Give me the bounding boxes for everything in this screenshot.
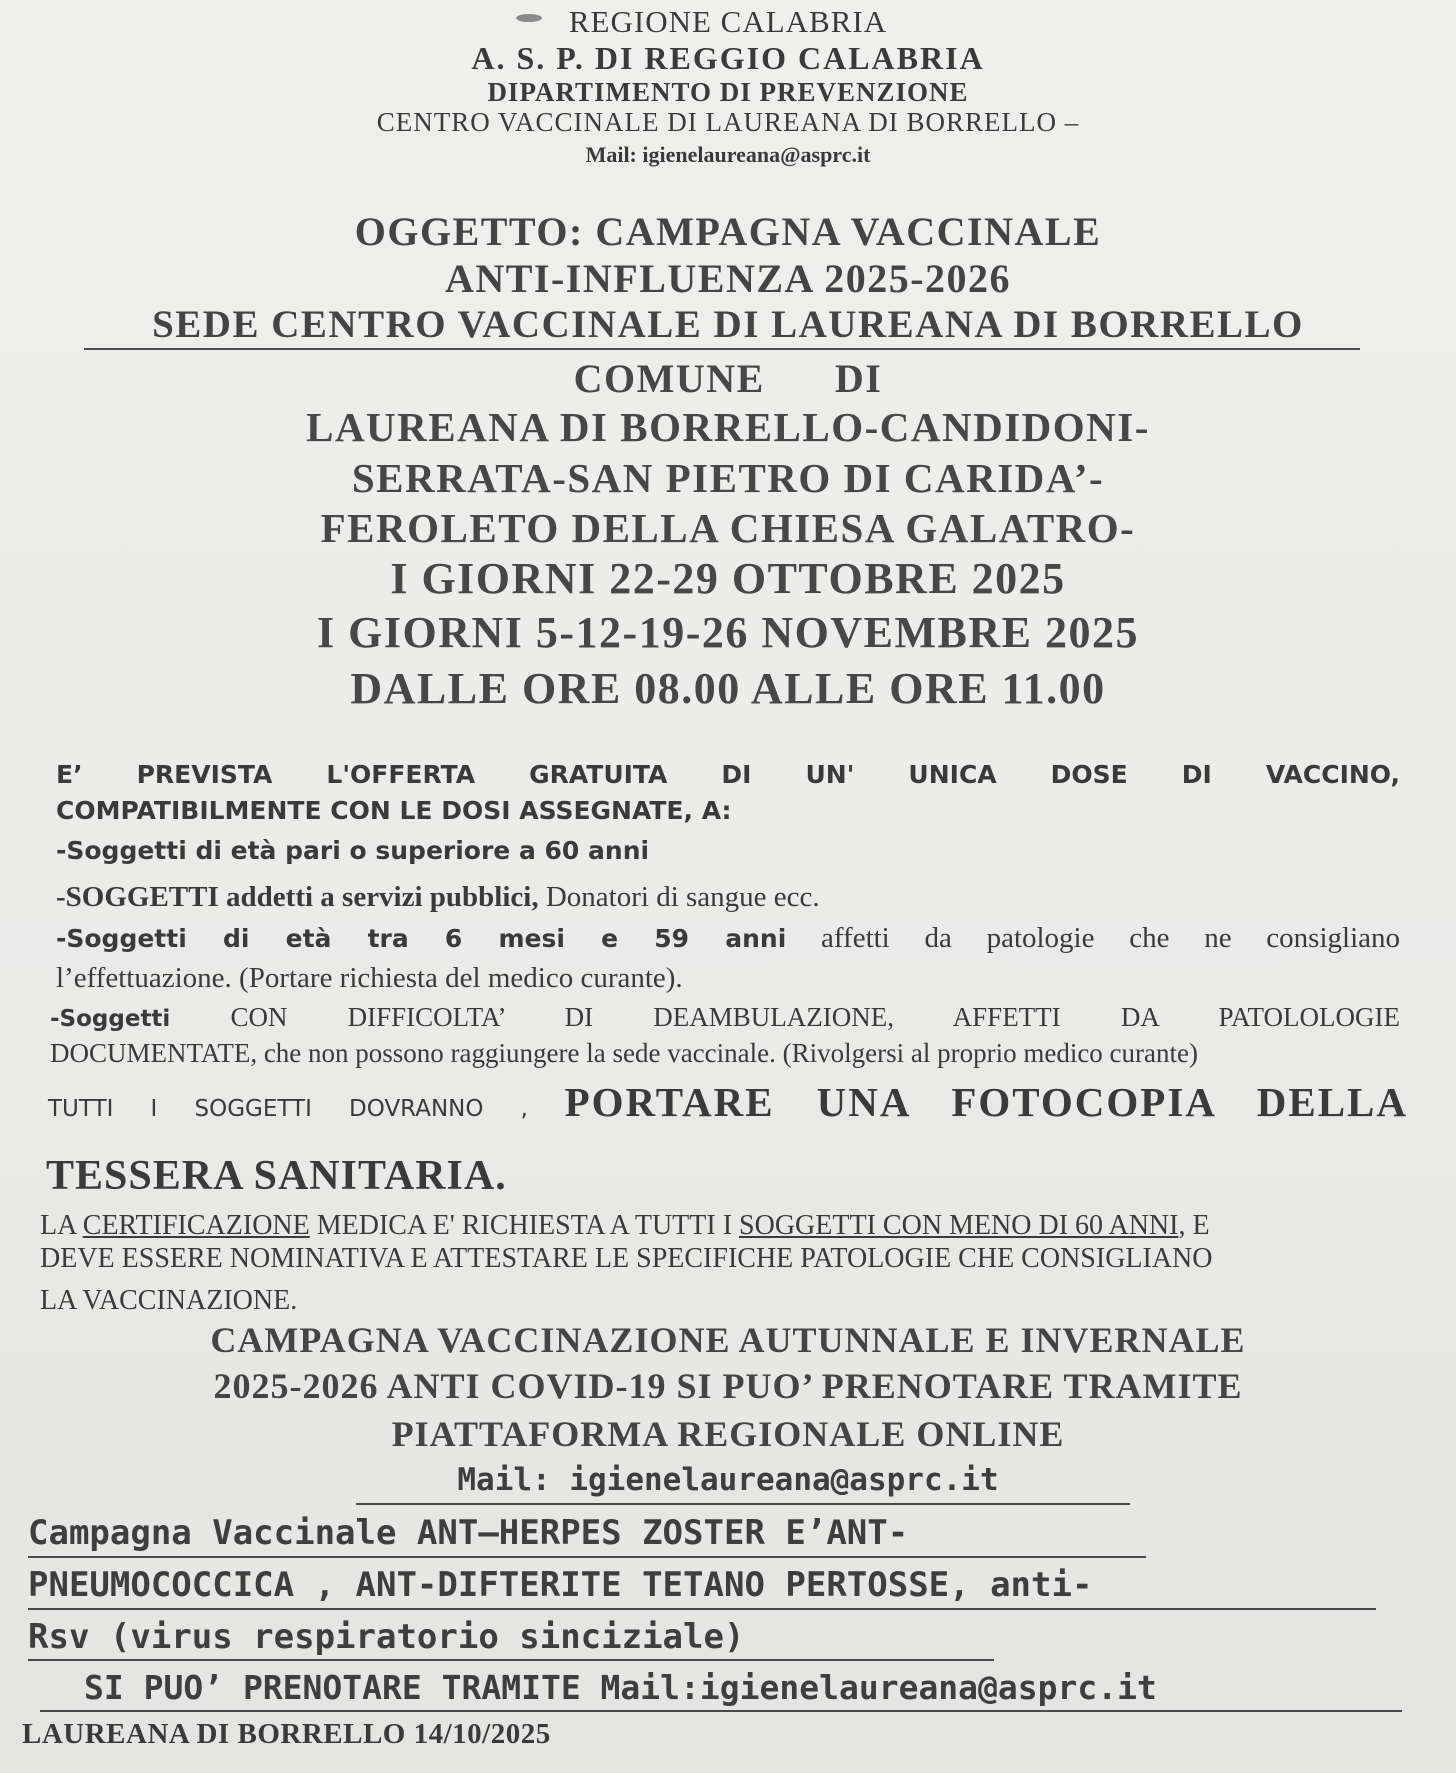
di-word: DI [834, 356, 883, 401]
header-asp: A. S. P. DI REGGIO CALABRIA [471, 40, 985, 76]
cert-part-1: LA [40, 1210, 83, 1241]
comune-heading [0, 355, 1456, 402]
place-date: LAUREANA DI BORRELLO 14/10/2025 [22, 1718, 551, 1750]
campaign-line-3: Rsv (virus respiratorio sinciziale) [28, 1617, 745, 1657]
campaign-line-1: Campagna Vaccinale ANT–HERPES ZOSTER E’ANT- [28, 1513, 909, 1553]
header-department: DIPARTIMENTO DI PREVENZIONE [487, 77, 969, 107]
offer-line-1: E’ PREVISTA L'OFFERTA GRATUITA DI UN' UNICA DOSE DI VACCINO, [56, 760, 1400, 789]
covid-line-3: PIATTAFORMA REGIONALE ONLINE [391, 1414, 1065, 1454]
covid-line-2: 2025-2026 ANTI COVID-19 SI PUO’ PRENOTARE TRAMITE [213, 1366, 1243, 1406]
eligibility-item-3-cont: l’effettuazione. (Portare richiesta del medico curante). [56, 962, 683, 994]
comuni-line-1: LAUREANA DI BORRELLO-CANDIDONI- [306, 404, 1150, 450]
comuni-line-2: SERRATA-SAN PIETRO DI CARIDA’- [351, 455, 1105, 501]
item2-label: -SOGGETTI [56, 881, 219, 913]
subject-underline [84, 348, 1360, 350]
booking-mail-underline [40, 1710, 1402, 1712]
eligibility-item-4 [50, 1002, 1400, 1033]
certification-line-2: DEVE ESSERE NOMINATIVA E ATTESTARE LE SPECIFICHE PATOLOGIE CHE CONSIGLIANO [40, 1243, 1213, 1274]
comuni-line-3: FEROLETO DELLA CHIESA GALATRO- [320, 505, 1136, 551]
item4-label: -Soggetti [50, 1006, 171, 1032]
eligibility-item-1: -Soggetti di età pari o superiore a 60 anni [56, 836, 650, 865]
november-dates: I GIORNI 5-12-19-26 NOVEMBRE 2025 [317, 608, 1139, 657]
booking-mail-line: SI PUO’ PRENOTARE TRAMITE Mail:igienelaureana@asprc.it [84, 1668, 1157, 1707]
subject-line-2: ANTI-INFLUENZA 2025-2026 [444, 256, 1012, 301]
item4-text: CON DIFFICOLTA’ DI DEAMBULAZIONE, AFFETTI DA PATOLOLOGIE [230, 1002, 1400, 1032]
covid-line-1: CAMPAGNA VACCINAZIONE AUTUNNALE E INVERNALE [210, 1320, 1246, 1360]
campaign-line-1-underline [28, 1556, 1146, 1558]
october-dates: I GIORNI 22-29 OTTOBRE 2025 [390, 554, 1066, 603]
campaign-line-3-underline [28, 1659, 994, 1661]
item3-label: -Soggetti di età tra 6 mesi e 59 anni [56, 924, 787, 953]
cert-underlined-1: CERTIFICAZIONE [82, 1210, 310, 1241]
eligibility-item-3 [56, 922, 1400, 955]
item2-text: Donatori di sangue ecc. [545, 881, 820, 913]
covid-mail-underline [356, 1503, 1130, 1505]
comune-word: COMUNE [573, 356, 765, 401]
subject-line-1: OGGETTO: CAMPAGNA VACCINALE [354, 209, 1102, 254]
certification-line-3: LA VACCINAZIONE. [40, 1285, 298, 1316]
notice-large-text: PORTARE UNA FOTOCOPIA DELLA [564, 1079, 1409, 1125]
header-center: CENTRO VACCINALE DI LAUREANA DI BORRELLO – [376, 107, 1080, 137]
subject-line-3: SEDE CENTRO VACCINALE DI LAUREANA DI BORRELLO [152, 303, 1304, 346]
cert-underlined-2: SOGGETTI CON MENO DI 60 ANNI [739, 1210, 1179, 1241]
cert-part-3: , E [1178, 1210, 1210, 1241]
cert-part-2: MEDICA E' RICHIESTA A TUTTI I [309, 1210, 740, 1241]
header-region: REGIONE CALABRIA [568, 4, 888, 39]
item2-bold-text: addetti a servizi pubblici, [226, 881, 539, 913]
campaign-line-2: PNEUMOCOCCICA , ANT-DIFTERITE TETANO PERTOSSE, anti- [28, 1565, 1093, 1605]
notice-line-1 [48, 1078, 1408, 1126]
opening-hours: DALLE ORE 08.00 ALLE ORE 11.00 [350, 664, 1106, 713]
notice-small-text: TUTTI I SOGGETTI DOVRANNO , [48, 1096, 528, 1122]
offer-line-2: COMPATIBILMENTE CON LE DOSI ASSEGNATE, A: [56, 796, 732, 825]
campaign-line-2-underline [28, 1608, 1376, 1610]
header-mail: Mail: igienelaureana@asprc.it [585, 142, 871, 167]
covid-mail: Mail: igienelaureana@asprc.it [457, 1462, 999, 1498]
notice-line-2: TESSERA SANITARIA. [46, 1153, 507, 1199]
item3-text: affetti da patologie che ne consigliano [821, 922, 1400, 954]
certification-line-1 [40, 1210, 1414, 1242]
eligibility-item-2 [56, 881, 1400, 914]
eligibility-item-4-cont: DOCUMENTATE, che non possono raggiungere la sede vaccinale. (Rivolgersi al proprio medico curante) [50, 1038, 1198, 1068]
